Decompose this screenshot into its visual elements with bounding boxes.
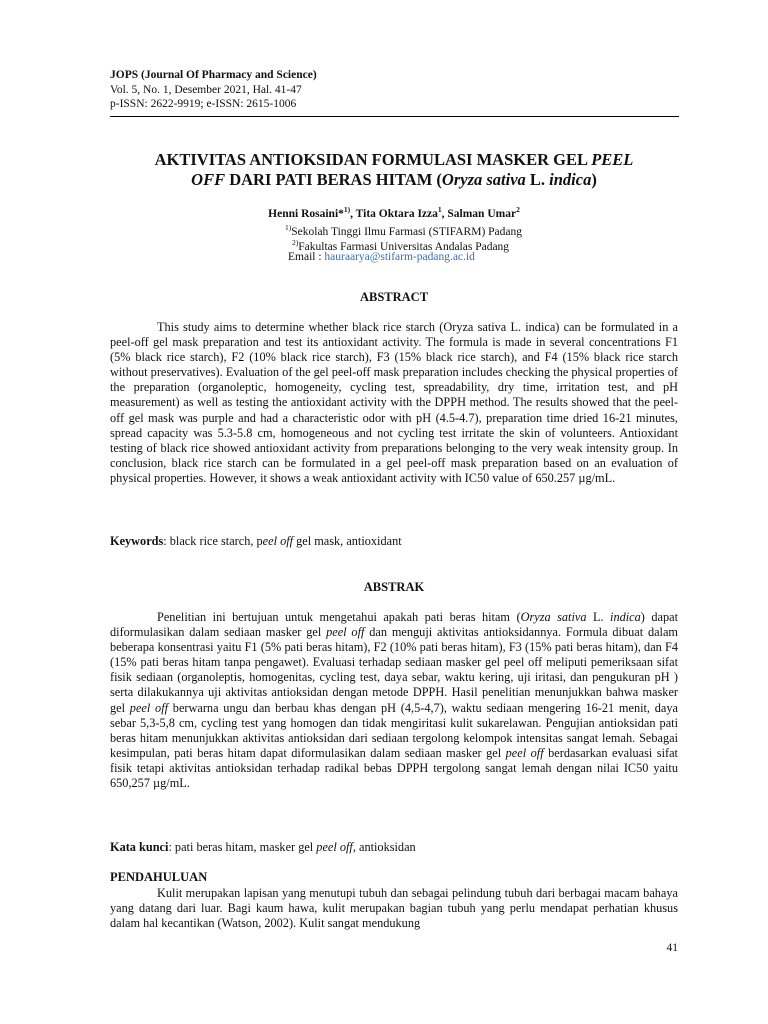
abstract-text: This study aims to determine whether black rice starch (Oryza sativa L. indica) can be formulated in a peel-off gel mask preparation and test its antioxidant activity. The formula is made in several concentrations F1 (5% black rice starch), F2 (10% black rice starch), F3 (15% black rice starch), and F4 (15% black rice starch without preservatives). Evaluation of the gel peel-off mask preparation includes checking the physical properties of the preparation (organoleptic, homogeneity, cycling test, spreadability, dry time, irritation test, and pH measurement) as well as testing the antioxidant activity with the DPPH method. The results showed that the peel-off gel mask was purple and had a characteristic odor with pH (4.5-4.7), preparation time dried 16-21 minutes, spread capacity was 5.3-5.8 cm, homogeneous and not cycling test irritate the skin of volunteers. Antioxidant testing of black rice showed antioxidant activity from preparations belonging to the very weak intensity group. In conclusion, black rice starch can be formulated in a gel peel-off mask preparation based on an evaluation of physical properties. However, it shows a weak antioxidant activity with IC50 value of 650.257 µg/mL. <box>110 320 678 485</box>
keywords-text: : black rice starch, p <box>163 534 263 548</box>
pendahuluan-heading: PENDAHULUAN <box>110 870 208 884</box>
abstract-body <box>110 320 678 486</box>
title-text: ) <box>591 170 597 189</box>
kata-kunci-text: , antioksidan <box>352 840 416 854</box>
email-link[interactable]: hauraarya@stifarm-padang.ac.id <box>324 251 475 263</box>
journal-name: JOPS (Journal Of Pharmacy and Science) <box>110 69 317 81</box>
journal-issn: p-ISSN: 2622-9919; e-ISSN: 2615-1006 <box>110 98 297 110</box>
abstrak-italic: Oryza sativa <box>520 610 587 624</box>
author-sup: 1 <box>437 205 442 214</box>
pendahuluan-body <box>110 886 678 931</box>
author-name: Henni Rosaini* <box>268 207 344 220</box>
abstrak-text: dan menguji aktivitas antioksidannya. Formula dibuat dalam beberapa konsentrasi yaitu F1 (5% pati beras hitam), F2 (10% pati beras hitam), F3 (15% pati beras hitam), dan F4 (15% pati beras hitam tanpa pengawet). Evaluasi terhadap sediaan masker gel peel off meliputi pemeriksaan sifat fisik sediaan (organoleptis, homogenitas, cycling test, daya sebar, waktu kering, uji iritasi, dan pengukuran pH ) serta dilakukannya uji aktivitas antioksidan dengan metode DPPH. Hasil penelitian menunjukkan bahwa masker gel <box>110 625 678 715</box>
abstrak-text: L. <box>586 610 611 624</box>
email-line <box>288 250 475 265</box>
abstrak-text: berdasarkan evaluasi sifat fisik tetapi aktivitas antioksidan terhadap radikal bebas DPPH tergolong sangat lemah dengan nilai IC50 yaitu 650,257 µg/mL. <box>110 745 678 791</box>
kata-kunci-line <box>110 840 678 855</box>
keywords-text: gel mask, antioxidant <box>293 534 402 548</box>
abstrak-italic: indica <box>610 610 641 624</box>
title-italic: OFF <box>191 170 226 189</box>
title-text: AKTIVITAS ANTIOKSIDAN FORMULASI MASKER GEL <box>154 150 592 169</box>
author-name: , Salman Umar <box>441 207 517 220</box>
pendahuluan-text: Kulit merupakan lapisan yang menutupi tubuh dan sebagai pelindung tubuh dari berbagai macam bahaya yang datang dari luar. Bagi kaum hawa, kulit merupakan bagian tubuh yang perlu mendapat perhatian khusus dalam hal kecantikan (Watson, 2002). Kulit sangat mendukung <box>110 886 678 931</box>
abstrak-text: ) dapat diformulasikan dalam sediaan masker gel <box>110 610 678 640</box>
kata-kunci-italic: peel off <box>316 840 353 854</box>
journal-header <box>110 68 317 112</box>
author-sup: 1) <box>343 205 351 214</box>
keywords-label: Keywords <box>110 534 164 548</box>
author-name: , Tita Oktara Izza <box>350 207 438 220</box>
title-text: DARI PATI BERAS HITAM ( <box>225 170 442 189</box>
header-rule <box>110 116 679 117</box>
keywords-line <box>110 534 678 549</box>
abstrak-italic: peel off <box>129 700 169 715</box>
title-italic: Oryza sativa <box>441 170 526 189</box>
author-list <box>110 205 678 220</box>
abstrak-body <box>110 610 678 791</box>
aff-text: Sekolah Tinggi Ilmu Farmasi (STIFARM) Padang <box>291 225 523 238</box>
title-text: L. <box>525 170 550 189</box>
author-sup: 2 <box>516 205 520 214</box>
title-italic: indica <box>549 170 592 189</box>
kata-kunci-label: Kata kunci <box>110 840 169 854</box>
kata-kunci-text: : pati beras hitam, masker gel <box>168 840 317 854</box>
keywords-italic: eel off <box>262 534 294 548</box>
journal-volume: Vol. 5, No. 1, Desember 2021, Hal. 41-47 <box>110 83 302 96</box>
aff-text: Fakultas Farmasi Universitas Andalas Padang <box>298 240 510 253</box>
abstract-heading: ABSTRACT <box>359 290 429 304</box>
abstrak-text: Penelitian ini bertujuan untuk mengetahui apakah pati beras hitam ( <box>157 610 521 624</box>
paper-title <box>110 150 678 190</box>
title-italic: PEEL <box>591 150 634 169</box>
page-number: 41 <box>666 942 678 954</box>
email-label: Email : <box>288 251 325 263</box>
abstrak-heading: ABSTRAK <box>363 580 425 594</box>
abstrak-italic: peel off <box>505 745 544 760</box>
abstrak-italic: peel off <box>326 625 365 640</box>
aff-sup: 2) <box>292 238 299 247</box>
abstrak-text: berwarna ungu dan berbau khas dengan pH (4,5-4,7), waktu sediaan mengering 16-21 menit, daya sebar 5,3-5,8 cm, cycling test yang homogen dan tidak mengiritasi kulit sukarelawan. Pengujian antioksidan pati beras hitam menunjukkan aktivitas antioksidan dari sediaan tergolong kelompok intensitas sangat lemah. Sebagai kesimpulan, pati beras hitam dapat diformulasikan dalam sediaan masker gel <box>110 700 678 760</box>
aff-sup: 1) <box>285 223 292 232</box>
